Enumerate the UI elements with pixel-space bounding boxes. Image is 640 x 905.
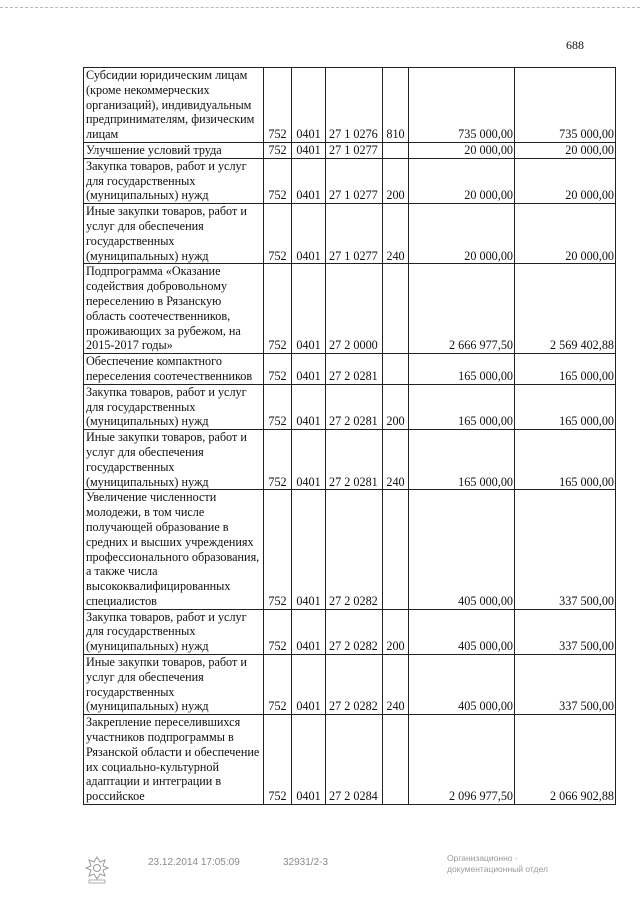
row-expense-type-cell <box>383 715 409 805</box>
table-row <box>84 655 616 715</box>
row-name-cell: Обеспечение компактного переселения соотечественников <box>84 354 264 385</box>
row-section-cell: 0401 <box>292 655 326 715</box>
row-target-article-cell: 27 1 0277 <box>326 204 383 264</box>
row-ved-cell: 752 <box>264 204 292 264</box>
row-target-article-cell: 27 2 0284 <box>326 715 383 805</box>
row-amount-2-cell: 20 000,00 <box>515 142 616 158</box>
row-ved-cell: 752 <box>264 490 292 609</box>
row-amount-1-cell: 20 000,00 <box>409 142 515 158</box>
row-target-article-cell: 27 2 0282 <box>326 490 383 609</box>
row-target-article-cell: 27 2 0281 <box>326 430 383 490</box>
row-section-cell: 0401 <box>292 204 326 264</box>
row-name-cell: Субсидии юридическим лицам (кроме некоммерческих организаций), индивидуальным предпринимателям, физическим лицам <box>84 68 264 143</box>
row-name-cell: Закрепление переселившихся участников подпрограммы в Рязанской области и обеспечение их социально-культурной адаптации и интеграции в российское <box>84 715 264 805</box>
row-amount-1-cell: 165 000,00 <box>409 354 515 385</box>
row-ved-cell: 752 <box>264 68 292 143</box>
row-target-article-cell: 27 2 0282 <box>326 655 383 715</box>
page-number: 688 <box>566 38 584 52</box>
table-row <box>84 68 616 143</box>
row-expense-type-cell: 240 <box>383 655 409 715</box>
row-amount-2-cell: 20 000,00 <box>515 204 616 264</box>
row-amount-2-cell: 337 500,00 <box>515 609 616 654</box>
table-row <box>84 354 616 385</box>
row-amount-1-cell: 20 000,00 <box>409 158 515 203</box>
row-target-article-cell: 27 1 0277 <box>326 142 383 158</box>
row-section-cell: 0401 <box>292 264 326 354</box>
row-section-cell: 0401 <box>292 609 326 654</box>
row-section-cell: 0401 <box>292 354 326 385</box>
table-row <box>84 609 616 654</box>
table-row <box>84 142 616 158</box>
row-name-cell: Иные закупки товаров, работ и услуг для обеспечения государственных (муниципальных) нужд <box>84 204 264 264</box>
row-target-article-cell: 27 1 0277 <box>326 158 383 203</box>
table-row <box>84 430 616 490</box>
table-row <box>84 158 616 203</box>
footer-doc-number: 32931/2-3 <box>283 857 329 868</box>
row-name-cell: Иные закупки товаров, работ и услуг для обеспечения государственных (муниципальных) нужд <box>84 430 264 490</box>
row-expense-type-cell: 200 <box>383 609 409 654</box>
row-amount-1-cell: 735 000,00 <box>409 68 515 143</box>
row-ved-cell: 752 <box>264 384 292 429</box>
row-amount-1-cell: 2 666 977,50 <box>409 264 515 354</box>
table-row <box>84 204 616 264</box>
row-name-cell: Подпрограмма «Оказание содействия добровольному переселению в Рязанскую область соотечественников, проживающих за рубежом, на 2015-2017 годы» <box>84 264 264 354</box>
document-footer <box>0 853 640 905</box>
row-name-cell: Увеличение численности молодежи, в том числе получающей образование в средних и высших учреждениях профессионального образования, а также числа высококвалифицированных специалистов <box>84 490 264 609</box>
row-target-article-cell: 27 2 0281 <box>326 354 383 385</box>
table-row <box>84 384 616 429</box>
emblem-icon <box>84 855 110 885</box>
row-name-cell: Улучшение условий труда <box>84 142 264 158</box>
row-section-cell: 0401 <box>292 715 326 805</box>
footer-timestamp: 23.12.2014 17:05:09 <box>148 857 240 868</box>
row-expense-type-cell <box>383 142 409 158</box>
row-amount-2-cell: 2 569 402,88 <box>515 264 616 354</box>
row-amount-2-cell: 20 000,00 <box>515 158 616 203</box>
row-amount-2-cell: 165 000,00 <box>515 430 616 490</box>
row-expense-type-cell <box>383 490 409 609</box>
row-ved-cell: 752 <box>264 609 292 654</box>
table-row <box>84 715 616 805</box>
row-expense-type-cell <box>383 354 409 385</box>
row-ved-cell: 752 <box>264 715 292 805</box>
row-amount-1-cell: 165 000,00 <box>409 384 515 429</box>
row-section-cell: 0401 <box>292 490 326 609</box>
row-section-cell: 0401 <box>292 68 326 143</box>
row-target-article-cell: 27 2 0000 <box>326 264 383 354</box>
row-ved-cell: 752 <box>264 264 292 354</box>
budget-table-body <box>84 68 616 805</box>
row-amount-2-cell: 337 500,00 <box>515 490 616 609</box>
row-amount-2-cell: 735 000,00 <box>515 68 616 143</box>
row-amount-1-cell: 405 000,00 <box>409 655 515 715</box>
row-amount-2-cell: 2 066 902,88 <box>515 715 616 805</box>
row-section-cell: 0401 <box>292 158 326 203</box>
footer-org-line-2: документационный отдел <box>447 864 548 874</box>
row-amount-2-cell: 165 000,00 <box>515 354 616 385</box>
row-amount-2-cell: 165 000,00 <box>515 384 616 429</box>
row-target-article-cell: 27 2 0281 <box>326 384 383 429</box>
row-expense-type-cell <box>383 264 409 354</box>
row-ved-cell: 752 <box>264 142 292 158</box>
row-name-cell: Закупка товаров, работ и услуг для государственных (муниципальных) нужд <box>84 609 264 654</box>
row-ved-cell: 752 <box>264 655 292 715</box>
row-target-article-cell: 27 1 0276 <box>326 68 383 143</box>
row-expense-type-cell: 810 <box>383 68 409 143</box>
footer-org-line-1: Организационно - <box>447 853 518 863</box>
row-section-cell: 0401 <box>292 142 326 158</box>
row-expense-type-cell: 200 <box>383 158 409 203</box>
row-section-cell: 0401 <box>292 430 326 490</box>
row-ved-cell: 752 <box>264 354 292 385</box>
row-expense-type-cell: 240 <box>383 204 409 264</box>
table-row <box>84 490 616 609</box>
row-name-cell: Закупка товаров, работ и услуг для государственных (муниципальных) нужд <box>84 158 264 203</box>
scan-top-edge <box>0 7 640 8</box>
row-target-article-cell: 27 2 0282 <box>326 609 383 654</box>
row-expense-type-cell: 240 <box>383 430 409 490</box>
budget-table <box>83 67 616 805</box>
row-ved-cell: 752 <box>264 158 292 203</box>
row-amount-1-cell: 405 000,00 <box>409 490 515 609</box>
table-row <box>84 264 616 354</box>
row-amount-1-cell: 2 096 977,50 <box>409 715 515 805</box>
row-amount-1-cell: 165 000,00 <box>409 430 515 490</box>
row-section-cell: 0401 <box>292 384 326 429</box>
row-ved-cell: 752 <box>264 430 292 490</box>
row-amount-1-cell: 20 000,00 <box>409 204 515 264</box>
row-name-cell: Иные закупки товаров, работ и услуг для обеспечения государственных (муниципальных) нужд <box>84 655 264 715</box>
row-amount-2-cell: 337 500,00 <box>515 655 616 715</box>
footer-org-name <box>447 853 548 875</box>
row-name-cell: Закупка товаров, работ и услуг для государственных (муниципальных) нужд <box>84 384 264 429</box>
row-expense-type-cell: 200 <box>383 384 409 429</box>
row-amount-1-cell: 405 000,00 <box>409 609 515 654</box>
